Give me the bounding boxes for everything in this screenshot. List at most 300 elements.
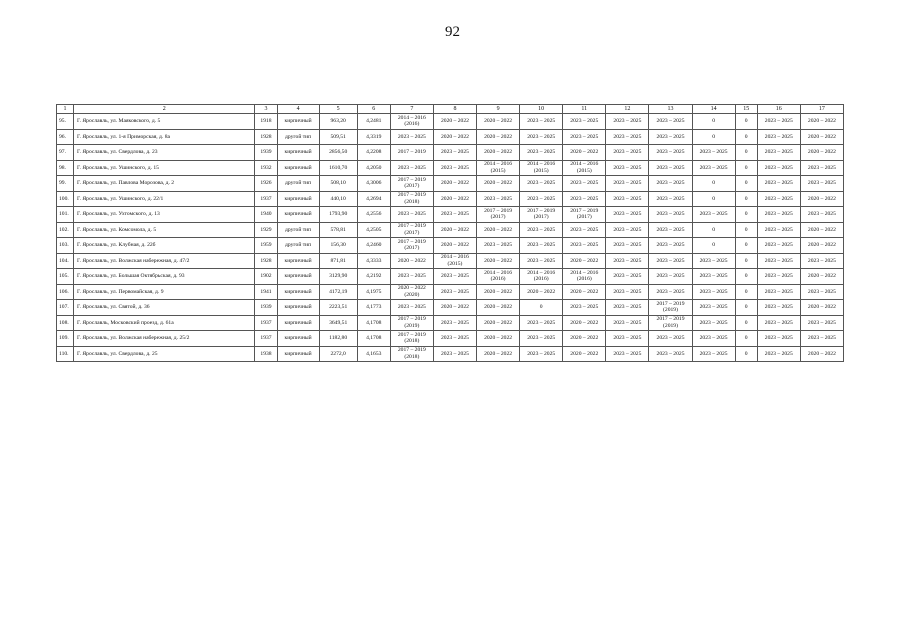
table-cell: 2023 – 2025 <box>757 253 800 269</box>
table-cell: другой тип <box>277 129 319 145</box>
table-cell: 2023 – 2025 <box>520 253 563 269</box>
table-cell: 2023 – 2025 <box>433 346 476 362</box>
table-cell: 2020 – 2022 <box>477 253 520 269</box>
table-cell: 4,2505 <box>357 222 390 238</box>
table-cell: 2023 – 2025 <box>390 269 433 285</box>
table-cell: 2023 – 2025 <box>649 207 692 223</box>
table-cell: Г. Ярославль, ул. Павлова Морозова, д. 2 <box>74 176 255 192</box>
table-cell: Г. Ярославль, ул. Первомайская, д. 9 <box>74 284 255 300</box>
table-cell: 95. <box>57 114 74 130</box>
table-cell: 4,3006 <box>357 176 390 192</box>
table-cell: 1902 <box>255 269 277 285</box>
table-cell: 0 <box>735 284 757 300</box>
table-cell: 2023 – 2025 <box>433 269 476 285</box>
table-cell: 0 <box>735 300 757 316</box>
table-cell: 109. <box>57 331 74 347</box>
table-row <box>57 238 844 254</box>
table-cell: 2023 – 2025 <box>606 346 649 362</box>
table-cell: 2023 – 2025 <box>606 331 649 347</box>
page-number: 92 <box>445 24 460 40</box>
table-cell: 3649,51 <box>319 315 357 331</box>
table-cell: 2014 – 2016 (2015) <box>433 253 476 269</box>
table-cell: 1937 <box>255 191 277 207</box>
table-cell: 1937 <box>255 331 277 347</box>
table-cell: 871,81 <box>319 253 357 269</box>
table-cell: 2017 – 2019 (2017) <box>390 222 433 238</box>
table-cell: Г. Ярославль, ул. Волжская набережная, д. 25/2 <box>74 331 255 347</box>
table-cell: 2023 – 2025 <box>757 238 800 254</box>
table-cell: кирпичный <box>277 269 319 285</box>
table-cell: 2023 – 2025 <box>692 145 735 161</box>
table-cell: 1939 <box>255 145 277 161</box>
table-cell: 4,1708 <box>357 315 390 331</box>
table-cell: 99. <box>57 176 74 192</box>
table-cell: 4,2192 <box>357 269 390 285</box>
column-header: 13 <box>649 105 692 114</box>
table-cell: 2023 – 2025 <box>649 222 692 238</box>
table-cell: 2020 – 2022 <box>477 346 520 362</box>
table-cell: 103. <box>57 238 74 254</box>
table-cell: 3129,90 <box>319 269 357 285</box>
table-cell: 2017 – 2019 (2017) <box>563 207 606 223</box>
table-cell: 2023 – 2025 <box>433 160 476 176</box>
table-cell: 4,2694 <box>357 191 390 207</box>
table-cell: кирпичный <box>277 145 319 161</box>
table-cell: 2020 – 2022 <box>477 129 520 145</box>
table-row <box>57 300 844 316</box>
table-cell: 0 <box>735 207 757 223</box>
table-cell: 0 <box>692 191 735 207</box>
table-cell: 2023 – 2025 <box>433 284 476 300</box>
table-cell: 4,2460 <box>357 238 390 254</box>
table-cell: кирпичный <box>277 284 319 300</box>
column-header: 3 <box>255 105 277 114</box>
table-cell: 2023 – 2025 <box>477 238 520 254</box>
table-cell: 2020 – 2022 <box>800 114 843 130</box>
table-cell: 2023 – 2025 <box>606 269 649 285</box>
table-cell: 4,1975 <box>357 284 390 300</box>
table-cell: 2020 – 2022 <box>477 114 520 130</box>
table-cell: 2017 – 2019 (2018) <box>390 191 433 207</box>
table-cell: Г. Ярославль, ул. Ухтомского, д. 13 <box>74 207 255 223</box>
table-cell: 2023 – 2025 <box>520 176 563 192</box>
table-row <box>57 160 844 176</box>
table-cell: 2023 – 2025 <box>606 176 649 192</box>
table-cell: 2017 – 2019 (2019) <box>390 315 433 331</box>
table-cell: 2023 – 2025 <box>390 300 433 316</box>
column-header: 16 <box>757 105 800 114</box>
table-cell: кирпичный <box>277 346 319 362</box>
table-cell: 2014 – 2016 (2015) <box>477 160 520 176</box>
table-cell: 2023 – 2025 <box>563 191 606 207</box>
table-cell: 156,30 <box>319 238 357 254</box>
table-cell: 2023 – 2025 <box>800 253 843 269</box>
table-cell: 2023 – 2025 <box>757 207 800 223</box>
column-header: 6 <box>357 105 390 114</box>
table-cell: 508,10 <box>319 176 357 192</box>
table-cell: Г. Ярославль, ул. Свердлова, д. 25 <box>74 346 255 362</box>
table-cell: 2023 – 2025 <box>563 238 606 254</box>
table-cell: 4,3319 <box>357 129 390 145</box>
table-cell: 2023 – 2025 <box>757 160 800 176</box>
table-cell: 2014 – 2016 (2016) <box>390 114 433 130</box>
table-cell: 2020 – 2022 (2020) <box>390 284 433 300</box>
table-cell: 0 <box>692 222 735 238</box>
table-row <box>57 176 844 192</box>
table-cell: кирпичный <box>277 300 319 316</box>
table-cell: 2020 – 2022 <box>800 300 843 316</box>
table-cell: 2023 – 2025 <box>692 284 735 300</box>
table-cell: 4,1653 <box>357 346 390 362</box>
table-cell: 2023 – 2025 <box>563 300 606 316</box>
table-cell: 1959 <box>255 238 277 254</box>
table-cell: кирпичный <box>277 253 319 269</box>
table-cell: 0 <box>735 269 757 285</box>
table-cell: 0 <box>735 160 757 176</box>
table-cell: другой тип <box>277 176 319 192</box>
table-cell: 2023 – 2025 <box>649 129 692 145</box>
table-cell: 0 <box>735 331 757 347</box>
table-cell: 2023 – 2025 <box>433 315 476 331</box>
table-cell: 100. <box>57 191 74 207</box>
table-row <box>57 114 844 130</box>
table-cell: 2017 – 2019 (2019) <box>649 315 692 331</box>
table-cell: 1941 <box>255 284 277 300</box>
table-cell: 2020 – 2022 <box>800 346 843 362</box>
table-cell: 4,3333 <box>357 253 390 269</box>
table-body <box>57 114 844 362</box>
header-row <box>57 105 844 114</box>
table-cell: кирпичный <box>277 191 319 207</box>
housing-table-wrapper <box>56 104 844 362</box>
table-cell: Г. Ярославль, ул. Комсомола, д. 5 <box>74 222 255 238</box>
table-cell: Г. Ярославль, ул. Святой, д. 36 <box>74 300 255 316</box>
table-row <box>57 129 844 145</box>
table-cell: 963,20 <box>319 114 357 130</box>
table-cell: 2023 – 2025 <box>649 269 692 285</box>
table-cell: 2023 – 2025 <box>649 145 692 161</box>
table-cell: 0 <box>692 114 735 130</box>
table-cell: 2020 – 2022 <box>563 331 606 347</box>
table-cell: 4,1708 <box>357 331 390 347</box>
table-cell: 0 <box>735 346 757 362</box>
table-cell: 2023 – 2025 <box>606 238 649 254</box>
table-row <box>57 222 844 238</box>
table-cell: 2020 – 2022 <box>433 238 476 254</box>
column-header: 11 <box>563 105 606 114</box>
table-cell: 1182,80 <box>319 331 357 347</box>
table-cell: 2023 – 2025 <box>649 176 692 192</box>
table-cell: 2023 – 2025 <box>520 331 563 347</box>
table-cell: 2020 – 2022 <box>800 269 843 285</box>
table-cell: 2023 – 2025 <box>563 176 606 192</box>
table-cell: 1939 <box>255 300 277 316</box>
table-cell: 104. <box>57 253 74 269</box>
table-cell: 2023 – 2025 <box>692 160 735 176</box>
table-cell: 2023 – 2025 <box>606 300 649 316</box>
table-cell: 2023 – 2025 <box>563 222 606 238</box>
table-cell: кирпичный <box>277 207 319 223</box>
table-row <box>57 284 844 300</box>
table-cell: 2023 – 2025 <box>477 191 520 207</box>
table-cell: Г. Ярославль, ул. Ушинского, д. 22/1 <box>74 191 255 207</box>
table-cell: 2023 – 2025 <box>757 331 800 347</box>
table-cell: другой тип <box>277 238 319 254</box>
table-cell: 2023 – 2025 <box>433 207 476 223</box>
table-cell: 1929 <box>255 222 277 238</box>
table-cell: 2023 – 2025 <box>390 207 433 223</box>
table-row <box>57 315 844 331</box>
table-cell: 2023 – 2025 <box>433 331 476 347</box>
table-cell: 2020 – 2022 <box>477 145 520 161</box>
table-cell: 98. <box>57 160 74 176</box>
table-cell: 106. <box>57 284 74 300</box>
table-cell: 2023 – 2025 <box>649 346 692 362</box>
table-cell: 2014 – 2016 (2015) <box>563 160 606 176</box>
table-cell: 2023 – 2025 <box>649 160 692 176</box>
column-header: 2 <box>74 105 255 114</box>
table-cell: 0 <box>735 145 757 161</box>
table-cell: 2020 – 2022 <box>433 300 476 316</box>
table-cell: 2023 – 2025 <box>390 129 433 145</box>
table-cell: 2023 – 2025 <box>692 253 735 269</box>
table-cell: 509,51 <box>319 129 357 145</box>
table-cell: 2020 – 2022 <box>800 238 843 254</box>
table-cell: 2023 – 2025 <box>606 315 649 331</box>
column-header: 5 <box>319 105 357 114</box>
table-cell: 2023 – 2025 <box>649 238 692 254</box>
table-cell: 2023 – 2025 <box>757 315 800 331</box>
table-cell: 2020 – 2022 <box>563 315 606 331</box>
table-cell: 1937 <box>255 315 277 331</box>
table-cell: 110. <box>57 346 74 362</box>
table-cell: 4,2556 <box>357 207 390 223</box>
table-cell: 2023 – 2025 <box>606 145 649 161</box>
table-cell: 2023 – 2025 <box>757 114 800 130</box>
table-cell: 2020 – 2022 <box>800 145 843 161</box>
table-cell: кирпичный <box>277 315 319 331</box>
table-cell: 2014 – 2016 (2016) <box>477 269 520 285</box>
table-row <box>57 191 844 207</box>
table-cell: 96. <box>57 129 74 145</box>
table-cell: 2023 – 2025 <box>520 346 563 362</box>
table-cell: 0 <box>692 238 735 254</box>
table-cell: 2017 – 2019 (2019) <box>649 300 692 316</box>
table-cell: 2017 – 2019 <box>390 145 433 161</box>
table-cell: 2023 – 2025 <box>606 222 649 238</box>
table-cell: 2023 – 2025 <box>563 114 606 130</box>
column-header: 10 <box>520 105 563 114</box>
table-cell: 2023 – 2025 <box>692 300 735 316</box>
table-cell: 101. <box>57 207 74 223</box>
table-cell: 2023 – 2025 <box>757 129 800 145</box>
table-cell: 105. <box>57 269 74 285</box>
table-cell: 2020 – 2022 <box>477 176 520 192</box>
table-cell: 0 <box>735 176 757 192</box>
table-row <box>57 207 844 223</box>
table-cell: 2023 – 2025 <box>606 207 649 223</box>
table-cell: 4172,19 <box>319 284 357 300</box>
column-header: 9 <box>477 105 520 114</box>
table-cell: 2023 – 2025 <box>757 346 800 362</box>
table-cell: другой тип <box>277 222 319 238</box>
table-cell: Г. Ярославль, ул. Свердлова, д. 23 <box>74 145 255 161</box>
table-cell: 0 <box>692 176 735 192</box>
table-cell: 2023 – 2025 <box>606 129 649 145</box>
table-cell: кирпичный <box>277 331 319 347</box>
table-cell: Г. Ярославль, ул. 1-я Приморская, д. 8а <box>74 129 255 145</box>
table-cell: 2020 – 2022 <box>433 129 476 145</box>
table-cell: 0 <box>735 315 757 331</box>
table-cell: 1610,70 <box>319 160 357 176</box>
table-cell: 2023 – 2025 <box>800 284 843 300</box>
table-cell: 2023 – 2025 <box>520 114 563 130</box>
table-cell: 2023 – 2025 <box>606 191 649 207</box>
table-cell: 2020 – 2022 <box>800 222 843 238</box>
table-cell: 1918 <box>255 114 277 130</box>
table-cell: 2023 – 2025 <box>606 160 649 176</box>
table-cell: 1928 <box>255 129 277 145</box>
table-cell: Г. Ярославль, ул. Маяковского, д. 5 <box>74 114 255 130</box>
column-header: 1 <box>57 105 74 114</box>
table-cell: 1932 <box>255 160 277 176</box>
table-cell: 2023 – 2025 <box>433 145 476 161</box>
table-cell: 97. <box>57 145 74 161</box>
table-cell: 1938 <box>255 346 277 362</box>
column-header: 17 <box>800 105 843 114</box>
table-cell: 2014 – 2016 (2015) <box>520 160 563 176</box>
table-cell: Г. Ярославль, ул. Ушинского, д. 15 <box>74 160 255 176</box>
table-cell: 2014 – 2016 (2016) <box>563 269 606 285</box>
table-cell: 2023 – 2025 <box>520 238 563 254</box>
table-cell: 2023 – 2025 <box>757 176 800 192</box>
table-cell: 0 <box>735 238 757 254</box>
table-cell: 0 <box>735 222 757 238</box>
table-cell: 2023 – 2025 <box>520 145 563 161</box>
table-cell: 108. <box>57 315 74 331</box>
table-cell: 2023 – 2025 <box>520 222 563 238</box>
column-header: 14 <box>692 105 735 114</box>
table-cell: 2014 – 2016 (2016) <box>520 269 563 285</box>
table-cell: 1926 <box>255 176 277 192</box>
table-cell: 2017 – 2019 (2017) <box>477 207 520 223</box>
table-cell: 1793,90 <box>319 207 357 223</box>
table-cell: 2020 – 2022 <box>477 331 520 347</box>
table-cell: 2272,0 <box>319 346 357 362</box>
table-cell: 2023 – 2025 <box>757 145 800 161</box>
table-row <box>57 145 844 161</box>
table-cell: 2020 – 2022 <box>800 191 843 207</box>
table-cell: 2023 – 2025 <box>649 253 692 269</box>
table-cell: Г. Ярославль, ул. Большая Октябрьская, д. 93 <box>74 269 255 285</box>
table-row <box>57 331 844 347</box>
table-cell: 0 <box>735 114 757 130</box>
table-cell: 2020 – 2022 <box>477 284 520 300</box>
table-cell: 2023 – 2025 <box>649 191 692 207</box>
column-header: 12 <box>606 105 649 114</box>
table-cell: 2017 – 2019 (2018) <box>390 331 433 347</box>
table-cell: 2017 – 2019 (2017) <box>390 238 433 254</box>
table-cell: 2023 – 2025 <box>800 207 843 223</box>
table-cell: 2023 – 2025 <box>757 284 800 300</box>
table-row <box>57 346 844 362</box>
table-cell: 2020 – 2022 <box>563 284 606 300</box>
table-cell: 2020 – 2022 <box>433 222 476 238</box>
table-cell: 2023 – 2025 <box>692 269 735 285</box>
table-cell: 2023 – 2025 <box>692 207 735 223</box>
table-cell: 0 <box>692 129 735 145</box>
table-cell: 2023 – 2025 <box>692 346 735 362</box>
table-cell: Г. Ярославль, Московский проезд, д. 61а <box>74 315 255 331</box>
table-cell: 0 <box>735 253 757 269</box>
table-cell: 4,1773 <box>357 300 390 316</box>
table-cell: 2017 – 2019 (2017) <box>390 176 433 192</box>
table-cell: 2023 – 2025 <box>800 176 843 192</box>
housing-table <box>56 104 844 362</box>
table-cell: 2020 – 2022 <box>520 284 563 300</box>
table-cell: Г. Ярославль, ул. Клубная, д. 22б <box>74 238 255 254</box>
table-cell: 2020 – 2022 <box>433 191 476 207</box>
table-cell: 2023 – 2025 <box>606 253 649 269</box>
table-cell: 2020 – 2022 <box>433 114 476 130</box>
table-cell: кирпичный <box>277 160 319 176</box>
table-cell: 1928 <box>255 253 277 269</box>
table-cell: 107. <box>57 300 74 316</box>
table-cell: 578,81 <box>319 222 357 238</box>
table-cell: 2023 – 2025 <box>649 114 692 130</box>
table-cell: 2020 – 2022 <box>433 176 476 192</box>
table-row <box>57 269 844 285</box>
column-header: 7 <box>390 105 433 114</box>
table-row <box>57 253 844 269</box>
table-cell: 4,2208 <box>357 145 390 161</box>
table-cell: 440,10 <box>319 191 357 207</box>
table-cell: 2023 – 2025 <box>757 300 800 316</box>
table-cell: 2023 – 2025 <box>390 160 433 176</box>
table-cell: 2023 – 2025 <box>800 331 843 347</box>
table-cell: кирпичный <box>277 114 319 130</box>
table-cell: 2023 – 2025 <box>520 315 563 331</box>
table-cell: 2023 – 2025 <box>520 191 563 207</box>
table-cell: 2023 – 2025 <box>757 191 800 207</box>
table-cell: 2020 – 2022 <box>563 346 606 362</box>
table-cell: 2023 – 2025 <box>800 160 843 176</box>
table-cell: 2023 – 2025 <box>606 114 649 130</box>
table-cell: Г. Ярославль, ул. Волжская набережная, д. 47/2 <box>74 253 255 269</box>
table-cell: 2023 – 2025 <box>606 284 649 300</box>
table-cell: 102. <box>57 222 74 238</box>
table-cell: 2023 – 2025 <box>563 129 606 145</box>
table-cell: 1940 <box>255 207 277 223</box>
column-header: 4 <box>277 105 319 114</box>
table-cell: 2020 – 2022 <box>390 253 433 269</box>
table-cell: 2017 – 2019 (2018) <box>390 346 433 362</box>
table-cell: 2023 – 2025 <box>757 222 800 238</box>
column-header: 8 <box>433 105 476 114</box>
table-cell: 2020 – 2022 <box>563 145 606 161</box>
table-cell: 2023 – 2025 <box>649 331 692 347</box>
table-cell: 2223,51 <box>319 300 357 316</box>
table-cell: 0 <box>735 129 757 145</box>
table-cell: 2020 – 2022 <box>563 253 606 269</box>
table-cell: 2023 – 2025 <box>692 331 735 347</box>
table-cell: 2023 – 2025 <box>692 315 735 331</box>
table-cell: 2023 – 2025 <box>649 284 692 300</box>
table-cell: 0 <box>735 191 757 207</box>
table-cell: 4,2050 <box>357 160 390 176</box>
table-cell: 2023 – 2025 <box>800 315 843 331</box>
table-header <box>57 105 844 114</box>
